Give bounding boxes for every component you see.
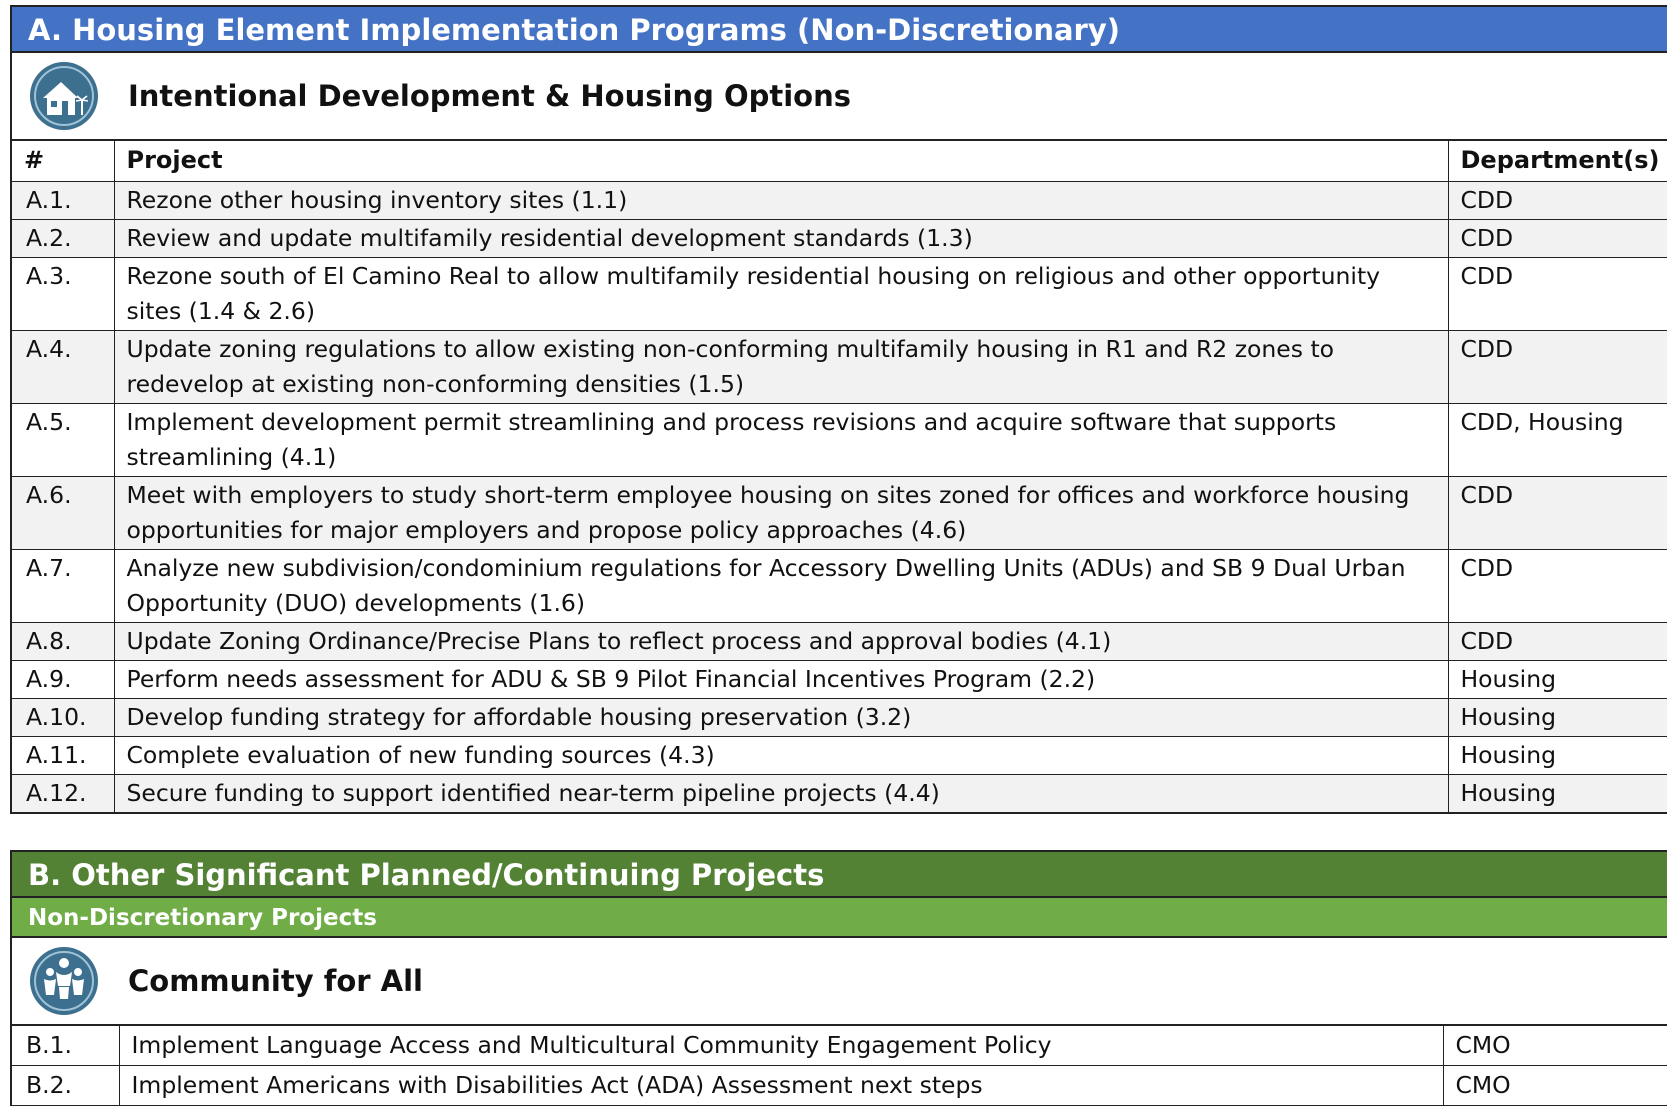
row-number: A.1.	[12, 182, 114, 220]
projects-table-a	[12, 141, 1667, 812]
table-row	[12, 699, 1667, 737]
theme-header-b	[12, 938, 1667, 1026]
row-number: A.6.	[12, 477, 114, 550]
row-project: Develop funding strategy for affordable housing preservation (3.2)	[114, 699, 1448, 737]
row-number: A.10.	[12, 699, 114, 737]
row-number: A.4.	[12, 331, 114, 404]
section-a-title: A. Housing Element Implementation Programs (Non-Discretionary)	[12, 7, 1667, 53]
row-department: Housing	[1448, 737, 1667, 775]
row-project: Rezone other housing inventory sites (1.1)	[114, 182, 1448, 220]
table-row	[12, 258, 1667, 331]
table-row	[12, 550, 1667, 623]
section-b-subtitle: Non-Discretionary Projects	[12, 898, 1667, 938]
table-row	[12, 220, 1667, 258]
row-project: Update Zoning Ordinance/Precise Plans to reflect process and approval bodies (4.1)	[114, 623, 1448, 661]
column-header-number: #	[12, 141, 114, 182]
table-row	[12, 1066, 1667, 1106]
table-row	[12, 775, 1667, 813]
house-icon	[28, 60, 100, 132]
row-number: A.2.	[12, 220, 114, 258]
row-department: CDD, Housing	[1448, 404, 1667, 477]
row-department: CMO	[1443, 1066, 1667, 1106]
column-header-project: Project	[114, 141, 1448, 182]
row-department: Housing	[1448, 661, 1667, 699]
row-project: Meet with employers to study short-term employee housing on sites zoned for offices and workforce housing opportunities for major employers and propose policy approaches (4.6)	[114, 477, 1448, 550]
row-project: Rezone south of El Camino Real to allow multifamily residential housing on religious and other opportunity sites (1.4 & 2.6)	[114, 258, 1448, 331]
row-project: Implement Language Access and Multicultural Community Engagement Policy	[119, 1026, 1443, 1066]
row-number: A.5.	[12, 404, 114, 477]
column-header-department: Department(s)	[1448, 141, 1667, 182]
row-department: CDD	[1448, 220, 1667, 258]
row-project: Secure funding to support identified near-term pipeline projects (4.4)	[114, 775, 1448, 813]
row-number: A.3.	[12, 258, 114, 331]
row-project: Perform needs assessment for ADU & SB 9 Pilot Financial Incentives Program (2.2)	[114, 661, 1448, 699]
table-row	[12, 737, 1667, 775]
table-row	[12, 182, 1667, 220]
table-header-row	[12, 141, 1667, 182]
table-row	[12, 404, 1667, 477]
table-row	[12, 331, 1667, 404]
table-row	[12, 661, 1667, 699]
section-a	[10, 5, 1667, 814]
row-number: A.8.	[12, 623, 114, 661]
row-number: A.12.	[12, 775, 114, 813]
row-department: Housing	[1448, 775, 1667, 813]
row-project: Implement Americans with Disabilities Act (ADA) Assessment next steps	[119, 1066, 1443, 1106]
row-number: A.11.	[12, 737, 114, 775]
theme-title: Intentional Development & Housing Options	[128, 79, 851, 113]
table-row	[12, 477, 1667, 550]
row-department: CDD	[1448, 550, 1667, 623]
row-department: CDD	[1448, 182, 1667, 220]
row-department: CDD	[1448, 258, 1667, 331]
row-project: Update zoning regulations to allow existing non-conforming multifamily housing in R1 and R2 zones to redevelop at existing non-conforming densities (1.5)	[114, 331, 1448, 404]
row-department: Housing	[1448, 699, 1667, 737]
row-number: A.7.	[12, 550, 114, 623]
table-row	[12, 623, 1667, 661]
row-number: B.2.	[12, 1066, 119, 1106]
row-project: Analyze new subdivision/condominium regulations for Accessory Dwelling Units (ADUs) and SB 9 Dual Urban Opportunity (DUO) developments (1.6)	[114, 550, 1448, 623]
row-department: CMO	[1443, 1026, 1667, 1066]
table-row	[12, 1026, 1667, 1066]
row-department: CDD	[1448, 331, 1667, 404]
theme-header-a	[12, 53, 1667, 141]
section-b	[10, 850, 1667, 1106]
row-department: CDD	[1448, 477, 1667, 550]
row-department: CDD	[1448, 623, 1667, 661]
row-project: Implement development permit streamlining and process revisions and acquire software that supports streamlining (4.1)	[114, 404, 1448, 477]
section-b-title: B. Other Significant Planned/Continuing Projects	[12, 852, 1667, 898]
row-project: Review and update multifamily residential development standards (1.3)	[114, 220, 1448, 258]
row-number: B.1.	[12, 1026, 119, 1066]
community-people-icon	[28, 945, 100, 1017]
row-number: A.9.	[12, 661, 114, 699]
row-project: Complete evaluation of new funding sources (4.3)	[114, 737, 1448, 775]
theme-title: Community for All	[128, 964, 423, 998]
projects-table-b	[12, 1026, 1667, 1106]
